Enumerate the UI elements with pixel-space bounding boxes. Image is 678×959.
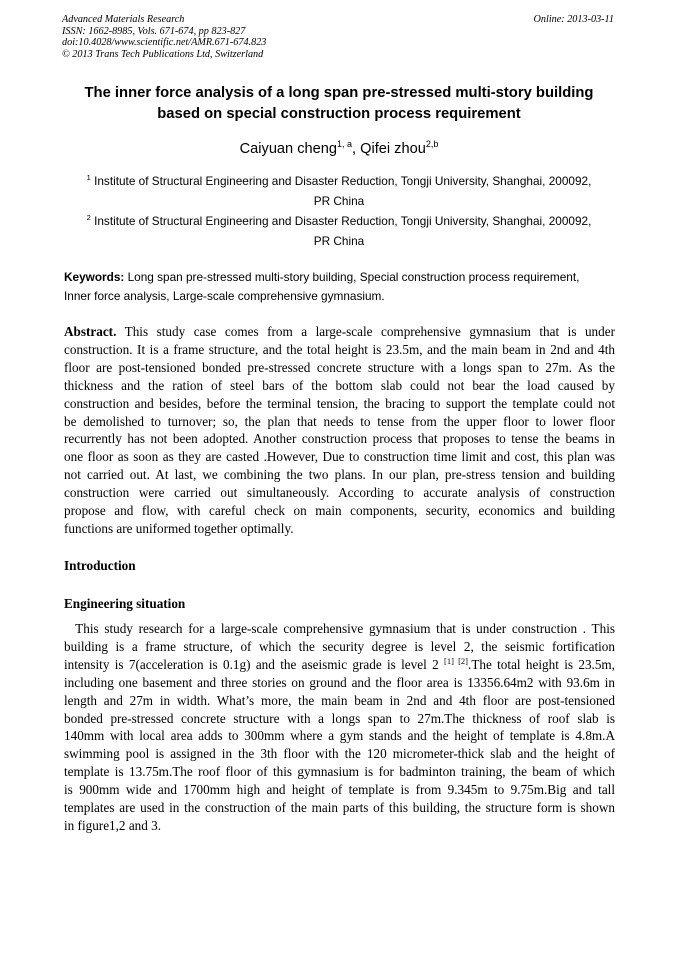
author-2-affiliation-mark: 2,b (425, 139, 439, 149)
keywords-label: Keywords: (64, 270, 125, 284)
abstract-line: recurrently has not been adopted. Another construction process that proposes to tense the beams in (64, 431, 615, 447)
author-1-affiliation-mark: 1, a (337, 139, 353, 149)
body-line: 140mm with local area adds to 300mm where a gym stands and the height of template is 4.8m.A (64, 728, 615, 744)
affiliation-1-line-2: PR China (313, 194, 365, 208)
body-line: bonded pre-stressed concrete structure with a longs span to 27m.The thickness of roof slab is (64, 710, 615, 726)
journal-header (62, 14, 614, 60)
journal-name: Advanced Materials Research (62, 14, 185, 25)
keywords (64, 268, 616, 305)
abstract-line: construction. It is a frame structure, and the total height is 23.5m, and the main beam in 2nd and 4th (64, 341, 615, 357)
abstract-line: This study case comes from a large-scale comprehensive gymnasium that is under (124, 324, 615, 339)
abstract-line: construction were carried out simultaneously. According to accurate analysis of construction (64, 485, 615, 501)
title-line-1: The inner force analysis of a long span pre-stressed multi-story building (84, 85, 594, 101)
abstract-label: Abstract. (64, 324, 117, 339)
abstract-line: propose and flow, with careful check on main components, security, economics and building (64, 503, 615, 519)
citation-marks: [1] [2] (444, 655, 469, 666)
affiliation-1-line-1: Institute of Structural Engineering and Disaster Reduction, Tongji University, Shanghai, 200092, (94, 174, 592, 188)
affiliation-2-line-2: PR China (313, 234, 365, 248)
abstract (64, 323, 615, 538)
body-line: including one basement and three stories on ground and the floor area is 13356.64m2 with 93.6m in (64, 674, 615, 690)
doi-line: doi:10.4028/www.scientific.net/AMR.671-674.823 (62, 37, 267, 49)
body-line-3-end: .The total height is 23.5m, (468, 656, 615, 672)
body-line: length and 27m in width. What’s more, the main beam in 2nd and 4th floor are post-tensioned (64, 692, 615, 708)
paper-title (50, 83, 628, 125)
affiliation-2 (62, 211, 616, 251)
author-1: Caiyuan cheng (239, 141, 337, 157)
abstract-line: thickness and the ration of steel bars of the bottom slab could not bear the load caused by (64, 377, 615, 393)
keywords-line-1: Long span pre-stressed multi-story building, Special construction process requirement, (127, 270, 580, 284)
body-line: This study research for a large-scale comprehensive gymnasium that is under construction . This (64, 621, 615, 636)
author-list (0, 139, 678, 159)
abstract-line: not carried out. At last, we combining the two plans. In our plan, pre-stress tension and building (64, 467, 615, 483)
body-line-3-start: intensity is 7(acceleration is 0.1g) and the aseismic grade is level 2 (64, 656, 445, 672)
subsection-heading-engineering-situation: Engineering situation (64, 596, 186, 611)
body-line: template is 13.75m.The roof floor of this gymnasium is for badminton training, the beam of which (64, 764, 615, 780)
body-line: building is a frame structure, of which the security degree is level 2, the seismic fortification (64, 638, 615, 654)
body-paragraph (64, 620, 615, 835)
body-line: templates are used in the construction of the main parts of this building, the structure form is shown (64, 800, 615, 816)
body-line: in figure1,2 and 3. (64, 817, 162, 833)
issn-line: ISSN: 1662-8985, Vols. 671-674, pp 823-827 (62, 25, 246, 37)
body-line: swimming pool is assigned in the 3th floor with the 120 micrometer-thick slab and the height of (64, 746, 615, 762)
abstract-line: one floor as soon as they are casted .However, Due to construction time limit and cost, this plan was (64, 449, 615, 465)
body-line: is 900mm wide and 1700mm high and height of template is from 9.345m to 9.75m.Big and tall (64, 782, 615, 798)
affiliation-2-mark: 2 (86, 213, 91, 222)
online-date: Online: 2013-03-11 (533, 14, 614, 25)
abstract-line: construction and besides, before the terminal tension, the bracing to support the template could not (64, 395, 615, 411)
abstract-line: be demolished to turnover; so, the plan that needs to tense from the upper floor to lower floor (64, 413, 615, 429)
copyright-line: © 2013 Trans Tech Publications Ltd, Switzerland (62, 48, 264, 60)
title-line-2: based on special construction process requirement (157, 106, 521, 122)
author-2: Qifei zhou (360, 141, 426, 157)
abstract-line: floor are post-tensioned bonded pre-stressed concrete structure with a longs span to 27m. As the (64, 359, 615, 375)
author-separator: , (352, 141, 361, 157)
affiliation-1 (62, 171, 616, 211)
keywords-line-2: Inner force analysis, Large-scale comprehensive gymnasium. (64, 288, 385, 303)
affiliation-2-line-1: Institute of Structural Engineering and Disaster Reduction, Tongji University, Shanghai, 200092, (94, 214, 592, 228)
section-heading-introduction: Introduction (64, 558, 136, 573)
abstract-line: functions are uniformed together optimally. (64, 520, 294, 536)
affiliation-1-mark: 1 (86, 173, 91, 182)
